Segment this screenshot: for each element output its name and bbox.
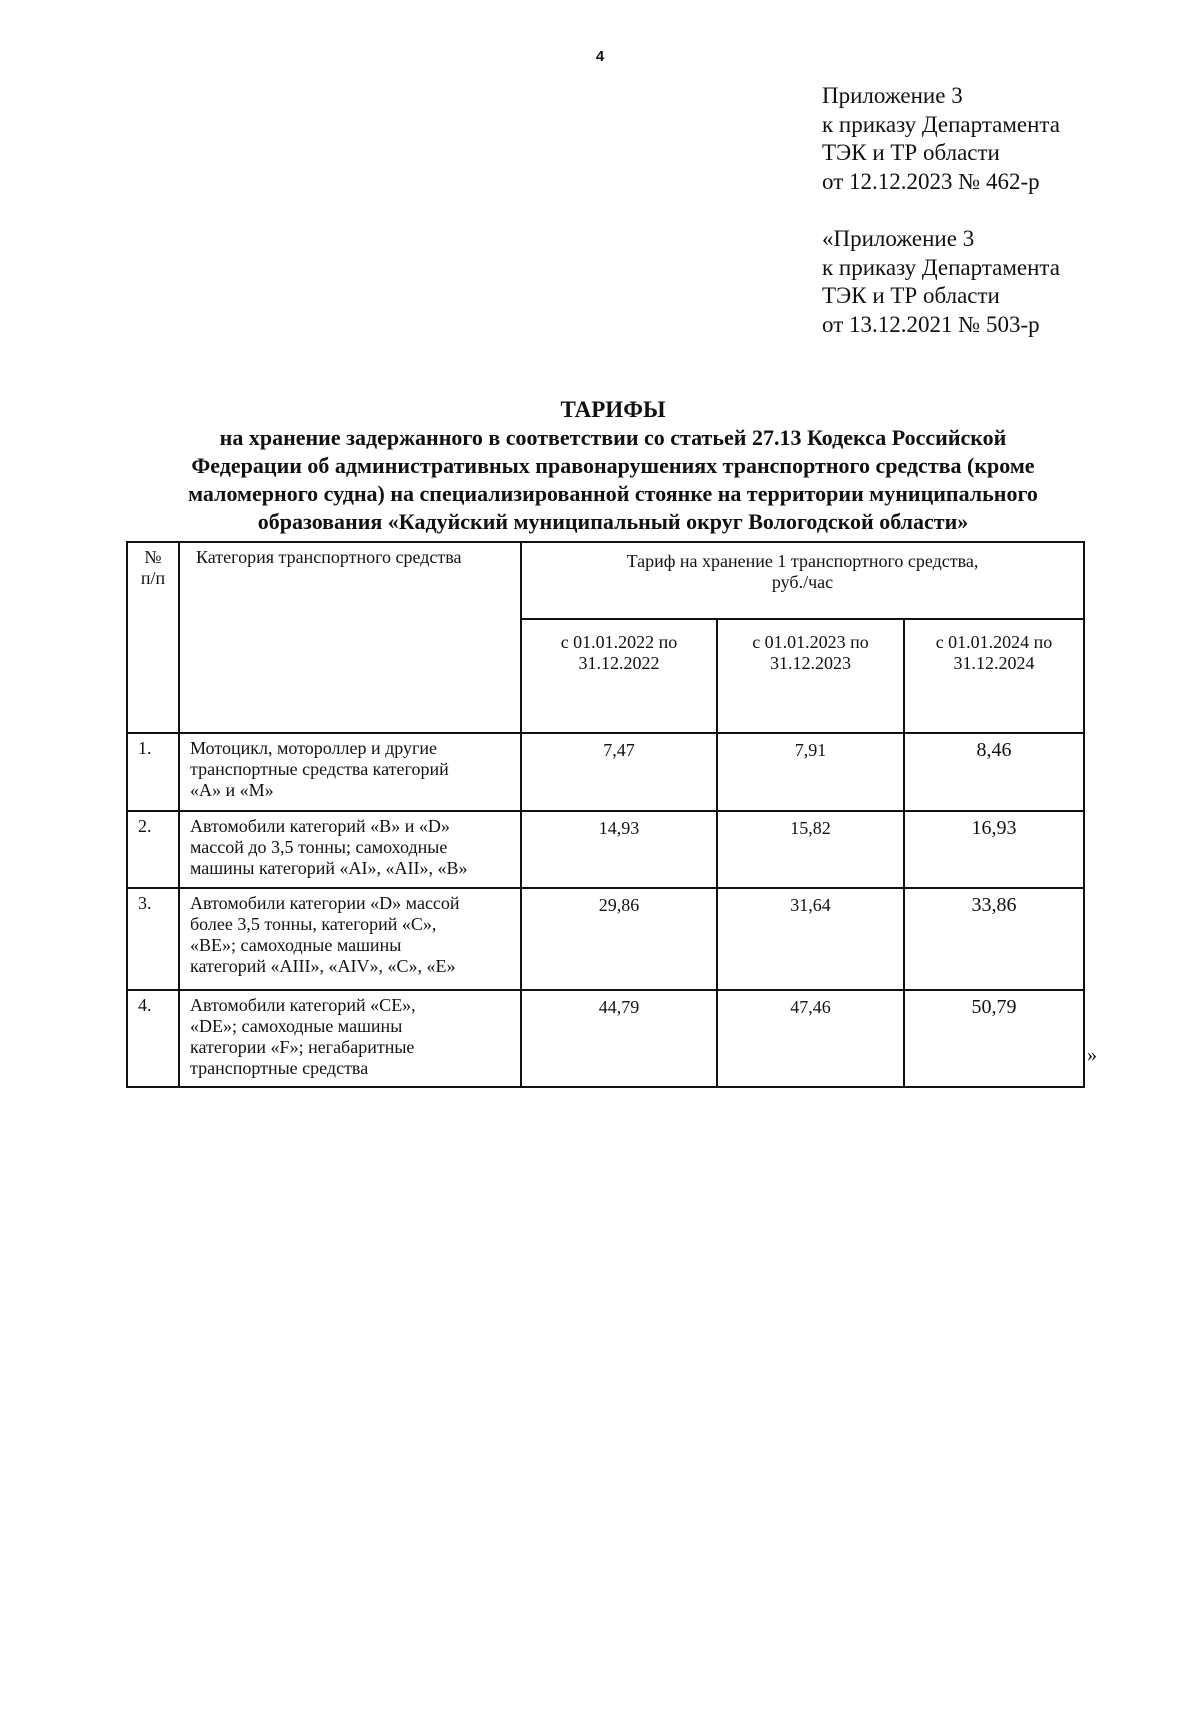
category-line: «DE»; самоходные машины xyxy=(190,1016,403,1036)
appendix-previous xyxy=(822,225,1060,339)
category-line: массой до 3,5 тонны; самоходные xyxy=(190,837,448,857)
row-number: 1. xyxy=(127,733,179,811)
category-line: Автомобили категорий «СЕ», xyxy=(190,995,416,1015)
table-header-row xyxy=(127,542,1084,619)
title-heading: ТАРИФЫ xyxy=(560,397,666,422)
header-period-line: с 01.01.2022 по xyxy=(560,632,678,652)
category-line: более 3,5 тонны, категорий «С», xyxy=(190,914,437,934)
category-line: транспортные средства категорий xyxy=(190,759,449,779)
title-line: образования «Кадуйский муниципальный округ Вологодской области» xyxy=(257,509,969,534)
header-period-line: с 01.01.2024 по xyxy=(935,632,1053,652)
appendix-previous-line: от 13.12.2021 № 503-р xyxy=(822,311,1040,337)
header-number xyxy=(127,542,179,733)
category-line: Мотоцикл, мотороллер и другие xyxy=(190,738,437,758)
appendix-current-line: к приказу Департамента xyxy=(822,111,1060,137)
row-number: 3. xyxy=(127,888,179,990)
header-number-line: п/п xyxy=(140,568,166,588)
header-period-line: 31.12.2022 xyxy=(578,653,660,673)
header-tariff-line: руб./час xyxy=(771,572,834,592)
appendix-previous-line: к приказу Департамента xyxy=(822,254,1060,280)
tariff-value-2023: 31,64 xyxy=(717,888,904,990)
table-row xyxy=(127,811,1084,888)
row-number: 4. xyxy=(127,990,179,1087)
row-category xyxy=(179,811,521,888)
appendix-previous-line: ТЭК и ТР области xyxy=(822,283,1000,308)
page-number: 4 xyxy=(595,48,605,65)
row-category xyxy=(179,733,521,811)
header-period-line: 31.12.2023 xyxy=(770,653,851,673)
tariff-value-2023: 7,91 xyxy=(717,733,904,811)
row-category xyxy=(179,888,521,990)
tariff-value-2022: 29,86 xyxy=(521,888,717,990)
appendix-previous-line: «Приложение 3 xyxy=(822,226,975,251)
appendix-current-line: ТЭК и ТР области xyxy=(822,140,1000,165)
table-row xyxy=(127,990,1084,1087)
title-line: Федерации об административных правонарушениях транспортного средства (кроме xyxy=(191,453,1035,478)
category-line: категории «F»; негабаритные xyxy=(190,1037,415,1057)
tariff-value-2022: 44,79 xyxy=(521,990,717,1087)
tariff-value-2024: 33,86 xyxy=(904,888,1084,990)
tariff-value-2023: 47,46 xyxy=(717,990,904,1087)
tariff-value-2022: 7,47 xyxy=(521,733,717,811)
tariff-value-2023: 15,82 xyxy=(717,811,904,888)
tariff-table xyxy=(126,541,1085,1088)
closing-quote: » xyxy=(1087,1044,1097,1066)
tariff-value-2024: 16,93 xyxy=(904,811,1084,888)
category-line: Автомобили категорий «В» и «D» xyxy=(190,816,450,836)
header-number-line: № xyxy=(144,547,162,567)
header-period-line: 31.12.2024 xyxy=(953,653,1035,673)
tariff-value-2024: 50,79 xyxy=(904,990,1084,1087)
category-line: «ВЕ»; самоходные машины xyxy=(190,935,402,955)
header-tariff-line: Тариф на хранение 1 транспортного средства, xyxy=(626,551,979,571)
tariff-value-2022: 14,93 xyxy=(521,811,717,888)
document-title xyxy=(128,396,1098,536)
row-category xyxy=(179,990,521,1087)
category-line: машины категорий «AI», «AII», «B» xyxy=(190,858,468,878)
header-tariff xyxy=(521,542,1084,619)
appendix-current xyxy=(822,82,1060,196)
category-line: транспортные средства xyxy=(190,1058,369,1078)
tariff-value-2024: 8,46 xyxy=(904,733,1084,811)
table-row xyxy=(127,733,1084,811)
title-line: маломерного судна) на специализированной стоянке на территории муниципального xyxy=(188,481,1038,506)
header-period-2024 xyxy=(904,619,1084,733)
header-period-2023 xyxy=(717,619,904,733)
header-category: Категория транспортного средства xyxy=(179,542,521,733)
row-number: 2. xyxy=(127,811,179,888)
table-row xyxy=(127,888,1084,990)
header-period-2022 xyxy=(521,619,717,733)
category-line: категорий «AIII», «AIV», «C», «E» xyxy=(190,956,456,976)
appendix-current-line: Приложение 3 xyxy=(822,83,963,108)
category-line: «А» и «М» xyxy=(190,780,274,800)
appendix-current-line: от 12.12.2023 № 462-р xyxy=(822,168,1040,194)
title-line: на хранение задержанного в соответствии со статьей 27.13 Кодекса Российской xyxy=(219,425,1007,450)
header-period-line: с 01.01.2023 по xyxy=(752,632,869,652)
category-line: Автомобили категории «D» массой xyxy=(190,893,460,913)
